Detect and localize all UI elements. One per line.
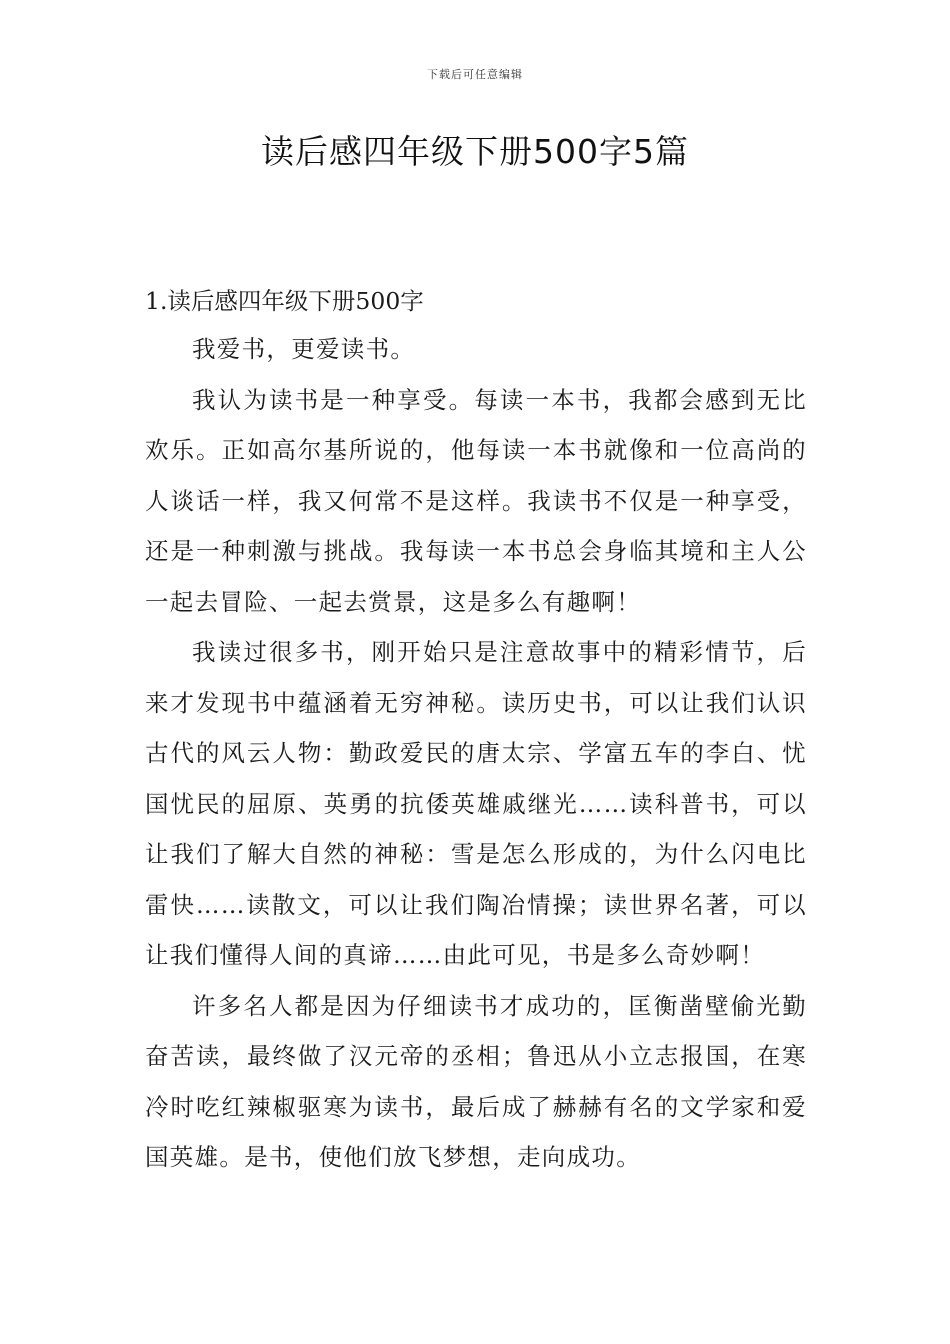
paragraph: 我爱书，更爱读书。 — [192, 335, 416, 363]
paragraph: 我读过很多书，刚开始只是注意故事中的精彩情节，后来才发现书中蕴涵着无穷神秘。读历史书，可以让我们认识古代的风云人物：勤政爱民的唐太宗、学富五车的李白、忧国忧民的屈原、英勇的抗倭英雄戚继光……读科普书，可以让我们了解大自然的神秘：雪是怎么形成的，为什么闪电比雷快……读散文，可以让我们陶冶情操；读世界名著，可以让我们懂得人间的真谛……由此可见，书是多么奇妙啊！ — [145, 638, 807, 969]
section-heading: 1.读后感四年级下册500字 — [145, 287, 424, 315]
paragraph: 许多名人都是因为仔细读书才成功的，匡衡凿壁偷光勤奋苦读，最终做了汉元帝的丞相；鲁迅从小立志报国，在寒冷时吃红辣椒驱寒为读书，最后成了赫赫有名的文学家和爱国英雄。是书，使他们放飞梦想，走向成功。 — [145, 991, 807, 1171]
paragraph: 我认为读书是一种享受。每读一本书，我都会感到无比欢乐。正如高尔基所说的，他每读一本书就像和一位高尚的人谈话一样，我又何常不是这样。我读书不仅是一种享受，还是一种刺激与挑战。我每读一本书总会身临其境和主人公一起去冒险、一起去赏景，这是多么有趣啊！ — [145, 385, 807, 616]
document-body — [145, 278, 807, 1183]
header-note: 下载后可任意编辑 — [427, 68, 523, 81]
document-title: 读后感四年级下册500字5篇 — [261, 132, 689, 171]
